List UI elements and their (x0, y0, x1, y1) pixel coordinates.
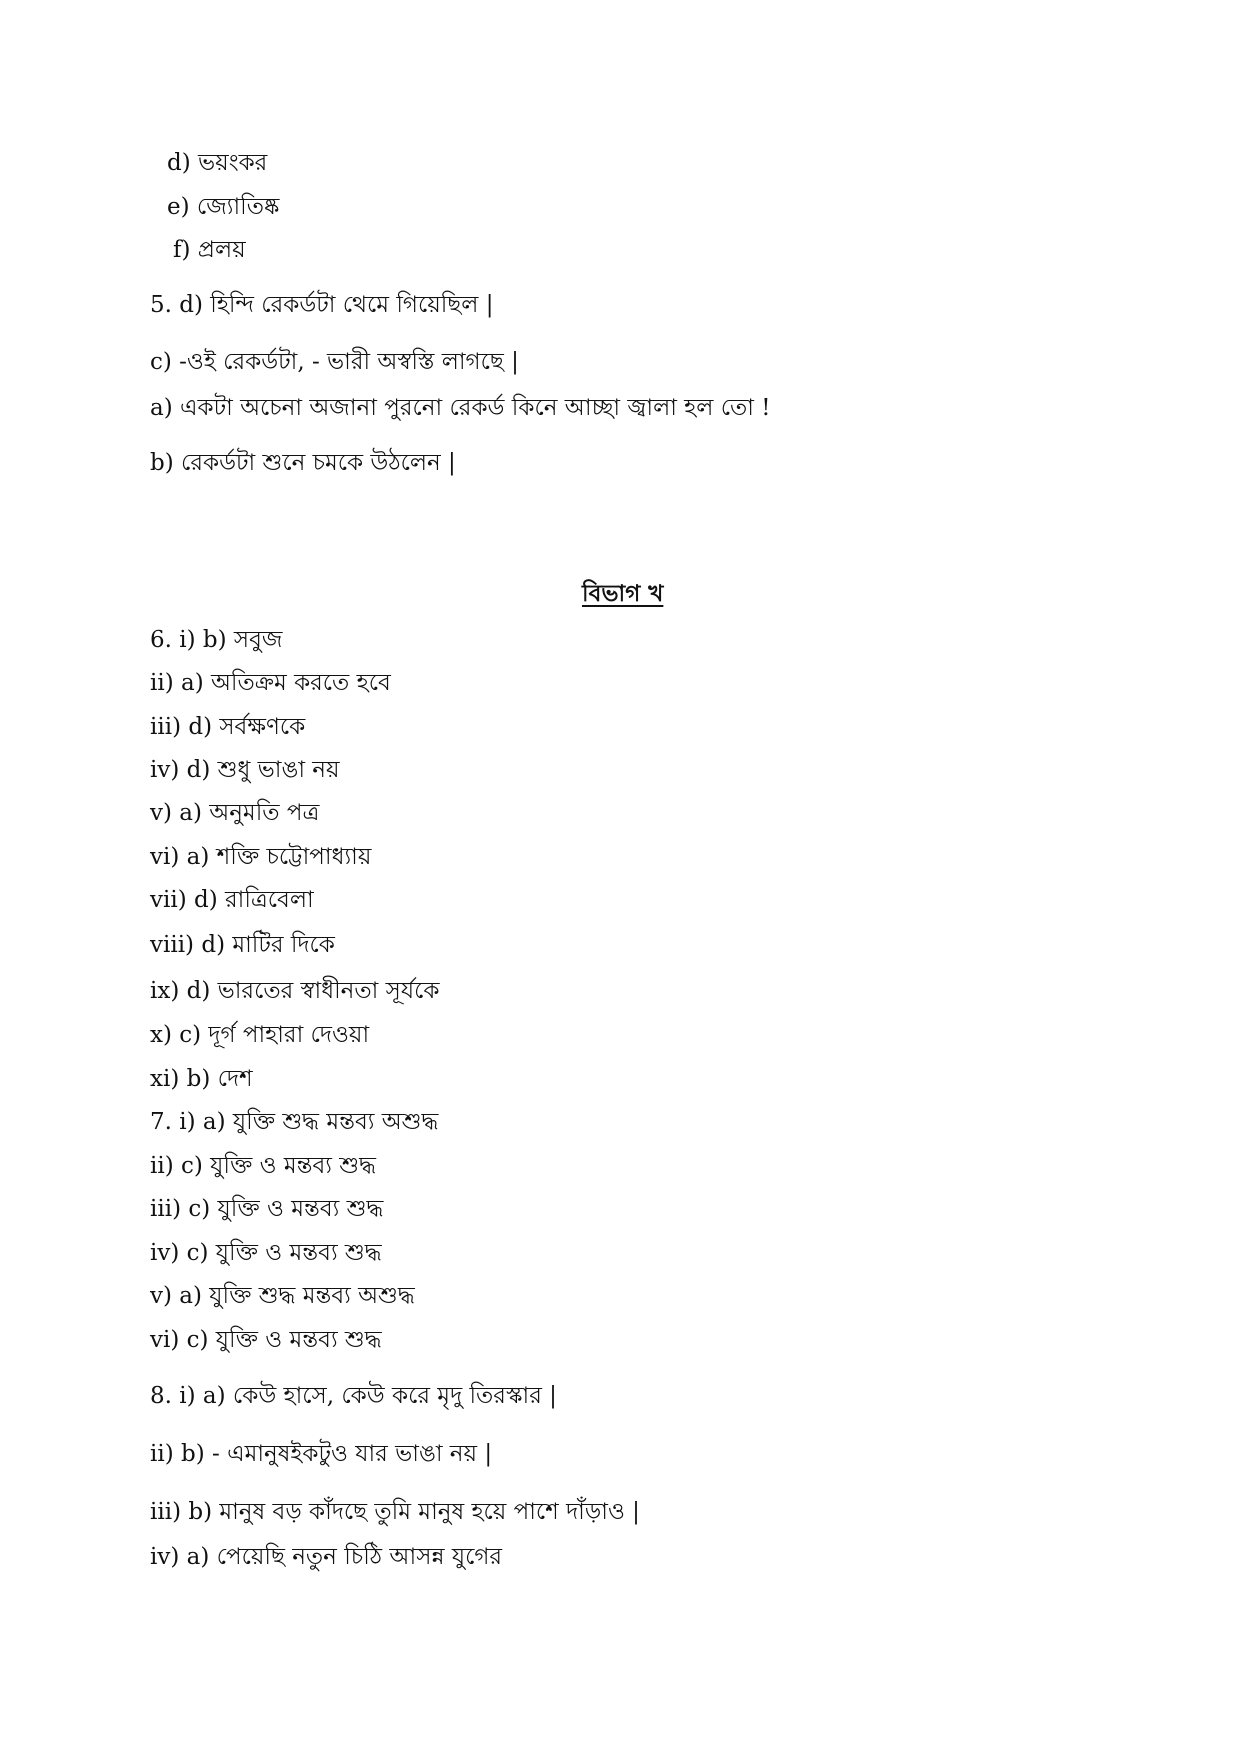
answer-item: v) a) অনুমতি পত্র (150, 800, 320, 826)
answer-item: 6. i) b) সবুজ (150, 627, 283, 653)
answer-item: a) একটা অচেনা অজানা পুরনো রেকর্ড কিনে আচ্ছা জ্বালা হল তো ! (150, 395, 771, 421)
answer-item: vi) c) যুক্তি ও মন্তব্য শুদ্ধ (150, 1327, 382, 1353)
answer-item: ii) c) যুক্তি ও মন্তব্য শুদ্ধ (150, 1153, 376, 1179)
answer-item: 5. d) হিন্দি রেকর্ডটা থেমে গিয়েছিল | (150, 292, 494, 318)
answer-item: iv) d) শুধু ভাঙা নয় (150, 757, 340, 783)
answer-item: vi) a) শক্তি চট্টোপাধ্যায় (150, 844, 372, 870)
answer-item: c) -ওই রেকর্ডটা, - ভারী অস্বস্তি লাগছে | (150, 349, 519, 375)
answer-item: vii) d) রাত্রিবেলা (150, 887, 314, 913)
answer-item: ii) a) অতিক্রম করতে হবে (150, 670, 391, 696)
answer-item: ii) b) - এমানুষইকটুও যার ভাঙা নয় | (150, 1441, 493, 1467)
section-heading: বিভাগ খ (582, 580, 664, 607)
answer-item: 7. i) a) যুক্তি শুদ্ধ মন্তব্য অশুদ্ধ (150, 1109, 439, 1135)
answer-item: 8. i) a) কেউ হাসে, কেউ করে মৃদু তিরস্কার | (150, 1383, 557, 1409)
answer-item: x) c) দূর্গ পাহারা দেওয়া (150, 1022, 370, 1048)
answer-item: xi) b) দেশ (150, 1066, 253, 1092)
answer-item: v) a) যুক্তি শুদ্ধ মন্তব্য অশুদ্ধ (150, 1283, 415, 1309)
answer-item: f) প্রলয় (173, 237, 246, 263)
answer-item: iii) b) মানুষ বড় কাঁদছে তুমি মানুষ হয়ে পাশে দাঁড়াও | (150, 1499, 640, 1525)
answer-item: iv) a) পেয়েছি নতুন চিঠি আসন্ন যুগের (150, 1544, 503, 1570)
answer-item: b) রেকর্ডটা শুনে চমকে উঠলেন | (150, 450, 456, 476)
answer-item: d) ভয়ংকর (167, 150, 268, 176)
answer-item: iv) c) যুক্তি ও মন্তব্য শুদ্ধ (150, 1240, 382, 1266)
answer-item: iii) c) যুক্তি ও মন্তব্য শুদ্ধ (150, 1196, 384, 1222)
answer-item: ix) d) ভারতের স্বাধীনতা সূর্যকে (150, 978, 440, 1004)
answer-item: iii) d) সর্বক্ষণকে (150, 714, 306, 740)
answer-item: viii) d) মাটির দিকে (150, 932, 335, 958)
answer-item: e) জ্যোতিষ্ক (167, 194, 280, 220)
